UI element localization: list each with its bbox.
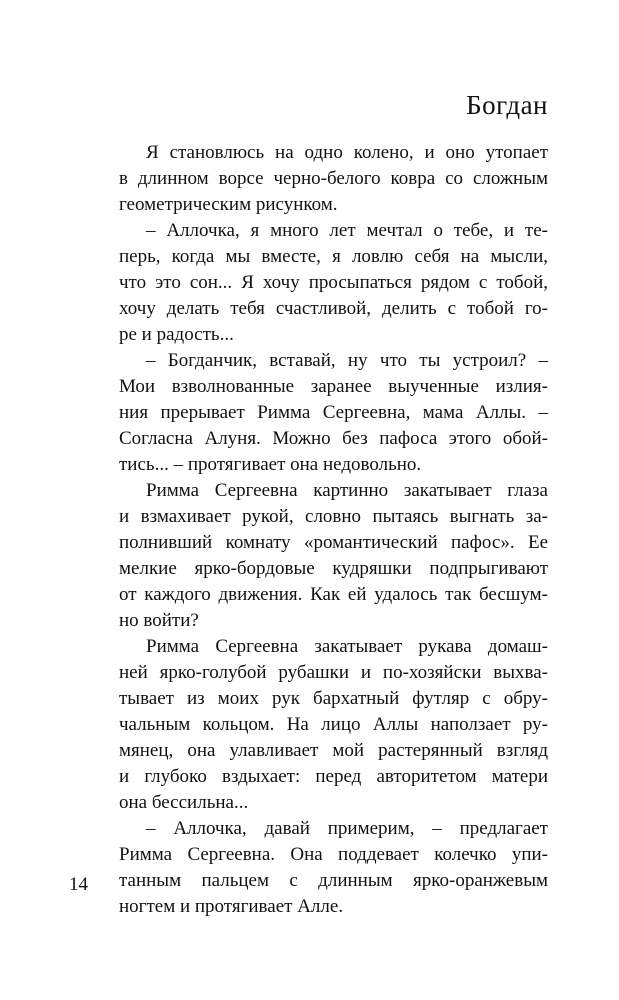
text-line: что это сон... Я хочу просыпаться рядом с тобой,: [119, 272, 548, 293]
text-line: ней ярко-голубой рубашки и по-хозяйски выхва-: [119, 662, 548, 683]
text-line: мелкие ярко-бордовые кудряшки подпрыгивают: [119, 558, 548, 579]
text-line: ния прерывает Римма Сергеевна, мама Аллы. –: [119, 402, 548, 423]
text-line: танным пальцем с длинным ярко-оранжевым: [119, 870, 548, 891]
page-number: 14: [69, 874, 88, 895]
chapter-heading: Богдан: [466, 90, 548, 120]
text-line: перь, когда мы вместе, я ловлю себя на мысли,: [119, 246, 548, 267]
text-line: Римма Сергеевна картинно закатывает глаза: [146, 480, 548, 501]
text-line: и глубоко вздыхает: перед авторитетом матери: [119, 766, 548, 787]
text-line: Согласна Алуня. Можно без пафоса этого обой-: [119, 428, 548, 449]
text-line: мянец, она улавливает мой растерянный взгляд: [119, 740, 548, 761]
text-line: но войти?: [119, 610, 199, 631]
text-line: – Богданчик, вставай, ну что ты устроил? –: [146, 350, 548, 371]
text-line: – Аллочка, давай примерим, – предлагает: [146, 818, 548, 839]
text-line: от каждого движения. Как ей удалось так бесшум-: [119, 584, 548, 605]
text-line: – Аллочка, я много лет мечтал о тебе, и те-: [146, 220, 548, 241]
text-line: геометрическим рисунком.: [119, 194, 338, 215]
text-line: и взмахивает рукой, словно пытаясь выгнать за-: [119, 506, 548, 527]
text-line: в длинном ворсе черно-белого ковра со сложным: [119, 168, 548, 189]
text-line: ре и радость...: [119, 324, 234, 345]
text-line: Римма Сергеевна закатывает рукава домаш-: [146, 636, 548, 657]
text-line: Я становлюсь на одно колено, и оно утопает: [146, 142, 548, 163]
text-line: чальным кольцом. На лицо Аллы наползает ру-: [119, 714, 548, 735]
text-line: Римма Сергеевна. Она поддевает колечко упи-: [119, 844, 548, 865]
text-line: ногтем и протягивает Алле.: [119, 896, 344, 917]
text-line: Мои взволнованные заранее выученные излия-: [119, 376, 548, 397]
text-line: хочу делать тебя счастливой, делить с тобой го-: [119, 298, 548, 319]
text-line: тывает из моих рук бархатный футляр с обру-: [119, 688, 548, 709]
body-text: [119, 140, 548, 920]
text-line: тись... – протягивает она недовольно.: [119, 454, 422, 475]
text-line: она бессильна...: [119, 792, 249, 813]
text-line: полнивший комнату «романтический пафос». Ее: [119, 532, 548, 553]
